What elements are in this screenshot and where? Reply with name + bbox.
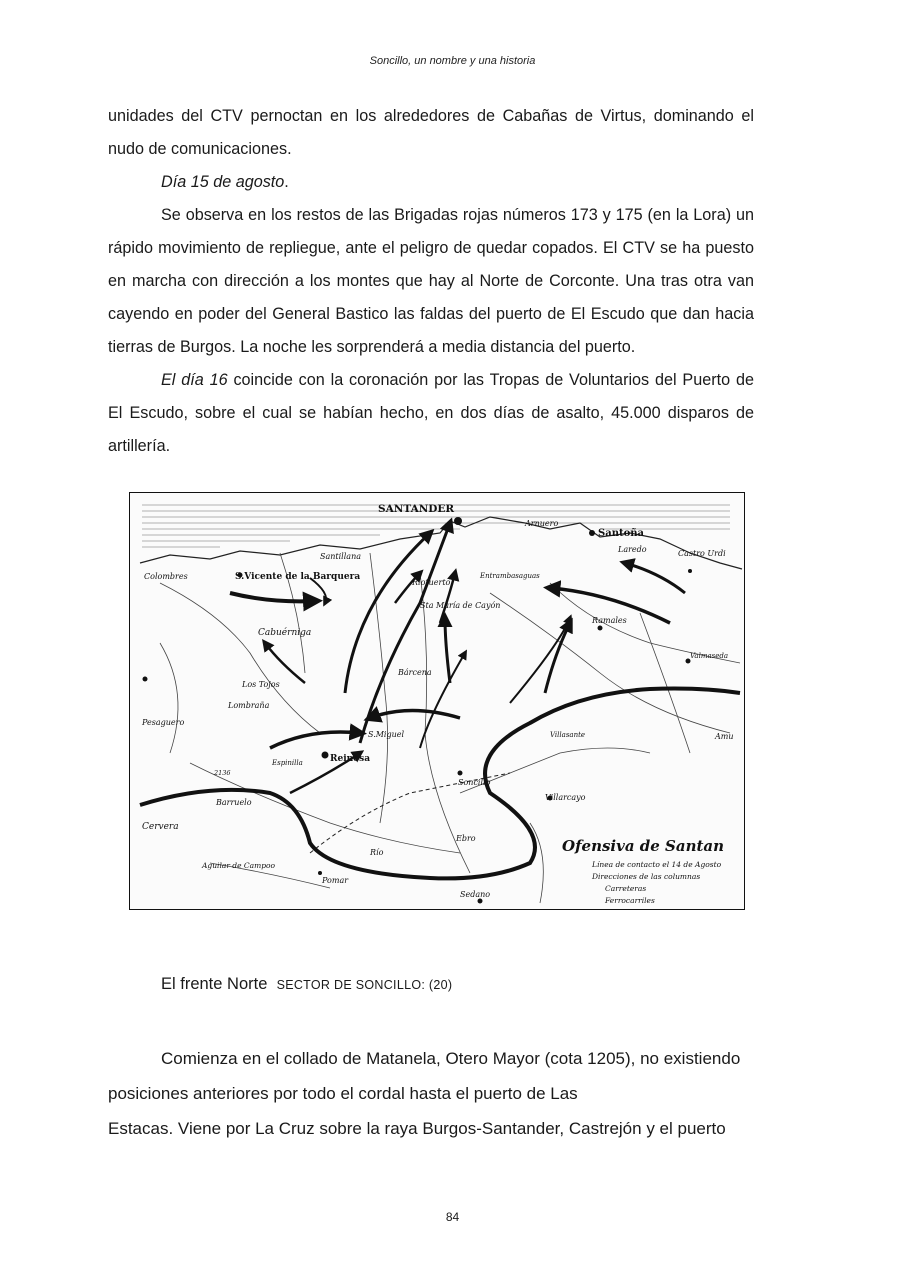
running-header: Soncillo, un nombre y una historia [369, 55, 536, 67]
body-text-top [108, 100, 754, 463]
label-barruelo: Barruelo [216, 798, 252, 807]
body2-line-2: posiciones anteriores por todo el cordal hasta el puerto de Las [108, 1084, 578, 1103]
legend-line-4: Ferrocarriles [605, 896, 655, 905]
label-lombrana: Lombraña [228, 701, 270, 710]
column-arrows [230, 523, 685, 793]
paragraph-4 [108, 364, 754, 463]
label-santona: Santoña [598, 528, 645, 539]
label-aguilar: Aguilar de Campoo [202, 861, 276, 870]
label-santillana: Santillana [320, 552, 361, 561]
label-villarcayo: Villarcayo [545, 793, 586, 802]
label-santander: SANTANDER [378, 503, 455, 515]
label-smaria: Sta María de Cayón [420, 601, 501, 610]
date-16: El día 16 [161, 371, 228, 389]
label-ebro: Ebro [456, 834, 476, 843]
paragraph-4-rest: coincide con la coronación por las Tropas de Voluntarios del Puerto de El Escudo, sobre el cual se habían hecho, en dos días de asalto, 45.000 disparos de artillería. [108, 371, 754, 455]
label-cervera: Cervera [142, 822, 179, 832]
legend-line-1: Línea de contacto el 14 de Agosto [592, 860, 722, 869]
label-svicente: S.Vicente de la Barquera [235, 572, 361, 582]
map-svg [130, 493, 744, 909]
caption-sector: SECTOR DE SONCILLO: (20) [276, 978, 453, 992]
paragraph-1: unidades del CTV pernoctan en los alrededores de Cabañas de Virtus, dominando el nudo de comunicaciones. [108, 107, 754, 158]
label-cabuerniga: Cabuérniga [258, 628, 312, 638]
date-15-agosto: Día 15 de agosto [161, 173, 285, 191]
label-barcena: Bárcena [398, 668, 432, 677]
date-dot: . [284, 173, 289, 191]
label-colombres: Colombres [144, 572, 188, 581]
label-arnuero: Arnuero [525, 519, 559, 528]
caption-main: El frente Norte [161, 975, 268, 993]
paragraph-3: Se observa en los restos de las Brigadas rojas números 173 y 175 (en la Lora) un rápido movimiento de repliegue, ante el peligro de quedar copados. El CTV se ha puesto en marcha con dirección a los montes que hay al Norte de Corconte. Una tras otra van cayendo en poder del General Bastico las faldas del puerto de El Escudo que dan hacia tierras de Burgos. La noche les sorprenderá a media distancia del puerto. [108, 206, 754, 356]
legend-line-3: Carreteras [605, 884, 647, 893]
body-text-bottom [108, 1041, 808, 1146]
label-soncillo: Soncillo [458, 778, 491, 787]
map-legend [591, 860, 722, 905]
map-figure [129, 492, 745, 910]
label-espinilla: Espinilla [272, 759, 303, 767]
label-altitude: 2136 [214, 769, 231, 777]
legend-line-2: Direcciones de las columnas [592, 872, 701, 881]
caption [161, 975, 452, 994]
label-castro: Castro Urdi [678, 549, 726, 558]
label-smiguel: S.Miguel [368, 730, 405, 739]
label-villasante: Villasante [550, 731, 586, 739]
label-rio: Río [370, 848, 384, 857]
label-laredo: Laredo [618, 545, 647, 554]
page-number: 84 [445, 1210, 460, 1224]
label-rioisagos: Riotuerto [412, 578, 451, 587]
label-sedano: Sedano [460, 890, 491, 899]
label-amurrio: Amu [715, 732, 734, 741]
label-reinosa: Reinosa [330, 754, 371, 764]
body2-line-3: Estacas. Viene por La Cruz sobre la raya Burgos-Santander, Castrejón y el puerto [108, 1119, 726, 1138]
label-pomar: Pomar [322, 876, 349, 885]
map-title: Ofensiva de Santan [562, 837, 725, 855]
paragraph-2 [108, 166, 754, 199]
label-ramales: Ramales [592, 616, 627, 625]
label-entrambas: Entrambasaguas [480, 572, 540, 580]
label-valmaseda: Valmaseda [690, 652, 729, 660]
label-pesaguero: Pesaguero [142, 718, 185, 727]
body2-line-1: Comienza en el collado de Matanela, Otero Mayor (cota 1205), no existiendo [161, 1049, 741, 1068]
label-lostojos: Los Tojos [242, 680, 280, 689]
